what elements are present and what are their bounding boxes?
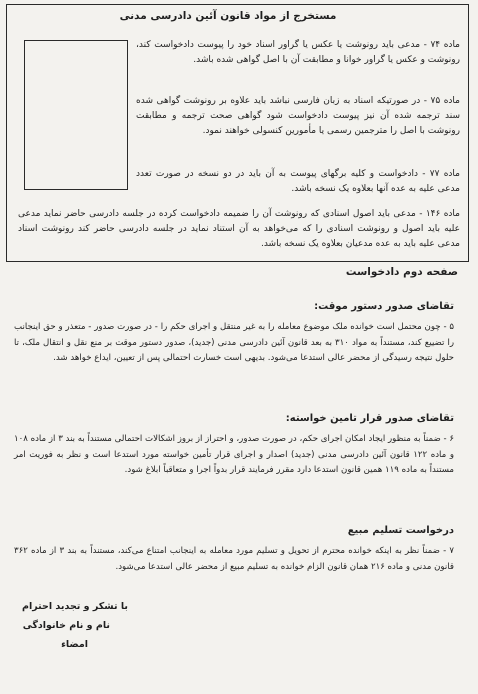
- page2-title: صفحه دوم دادخواست: [345, 266, 458, 278]
- article-75: ماده ۷۵ - در صورتیکه اسناد به زبان فارسی نباشد باید علاوه بر رونوشت گواهی شده سند ترجمه شده آن نیز پیوست دادخواست شود گواهی صحت ترجمه و مطابقت رونوشت با اصل را مترجمین رسمی یا مأمورین کنسولی خواهند نمود.: [136, 96, 460, 136]
- closing-regards: با تشکر و تجدید احترام: [21, 601, 128, 612]
- section-title-temporary-order: تقاضای صدور دستور موقت:: [314, 301, 454, 312]
- full-name-label: نام و نام خانوادگی: [22, 620, 110, 631]
- article-77: ماده ۷۷ - دادخواست و کلیه برگهای پیوست به آن باید در دو نسخه در صورت تعدد مدعی علیه به عده آنها بعلاوه یک نسخه باشد.: [136, 169, 460, 194]
- section-title-delivery-request: درخواست تسلیم مبیع: [347, 525, 454, 536]
- section-text-temporary-order: ۵ - چون محتمل است خوانده ملک موضوع معامله را به غیر منتقل و اجرای حکم را - در صورت صدور - متعذر و حق اینجانب را تضییع کند، مستنداً به مواد ۳۱۰ به بعد قانون آئین دادرسی مدنی (جدید)، صدور دستور موقت بر منع نقل و انتقال ملک، تا حلول نتیجه رسیدگی از محضر عالی استدعا می‌شود. بدیهی است خسارت احتمالی پس از تعیین، ایداع خواهد شد.: [14, 322, 454, 363]
- section-title-security-order: تقاضای صدور قرار تامین خواسته:: [285, 413, 454, 424]
- law-excerpt-title: مستخرج از مواد قانون آئین دادرسی مدنی: [119, 10, 337, 22]
- section-text-delivery-request: ۷ - ضمناً نظر به اینکه خوانده محترم از تحویل و تسلیم مورد معامله به اینجانب امتناع می‌کند، مستنداً به بند ۳ از ماده ۳۶۲ قانون مدنی و ماده ۲۱۶ همان قانون الزام خوانده به تسلیم مبیع از محضر عالی استدعا می‌شود.: [14, 546, 454, 572]
- section-text-security-order: ۶ - ضمناً به منظور ایجاد امکان اجرای حکم، در صورت صدور، و احتراز از بروز اشکالات احتمالی مستنداً به بند ۳ از ماده ۱۰۸ و ماده ۱۲۲ قانون آئین دادرسی مدنی (جدید) اصدار و اجرای قرار تأمین خواسته مورد استدعا است و نظر به فوریت امر مستنداً به ماده ۱۱۹ همین قانون استدعا دارد مقرر فرمایند قرار بدواً اجرا و متعاقباً ابلاغ شود.: [14, 434, 454, 475]
- photo-placeholder-box: [24, 40, 128, 190]
- article-74: ماده ۷۴ - مدعی باید رونوشت یا عکس یا گراور اسناد خود را پیوست دادخواست کند، رونوشت و عکس یا گراور خوانا و مطابقت آن با اصل گواهی شده باشد.: [136, 40, 461, 65]
- signature-label: امضاء: [61, 639, 88, 650]
- article-146: ماده ۱۴۶ - مدعی باید اصول اسنادی که رونوشت آن را ضمیمه دادخواست کرده در جلسه دادرسی حاضر نماید مدعی علیه باید اصول و رونوشت اسنادی را که می‌خواهد به آن استناد نماید در جلسه دادرسی حاضر کند رونوشت اسناد مدعی علیه باید به عده مدعیان بعلاوه یک نسخه باشد.: [18, 209, 460, 249]
